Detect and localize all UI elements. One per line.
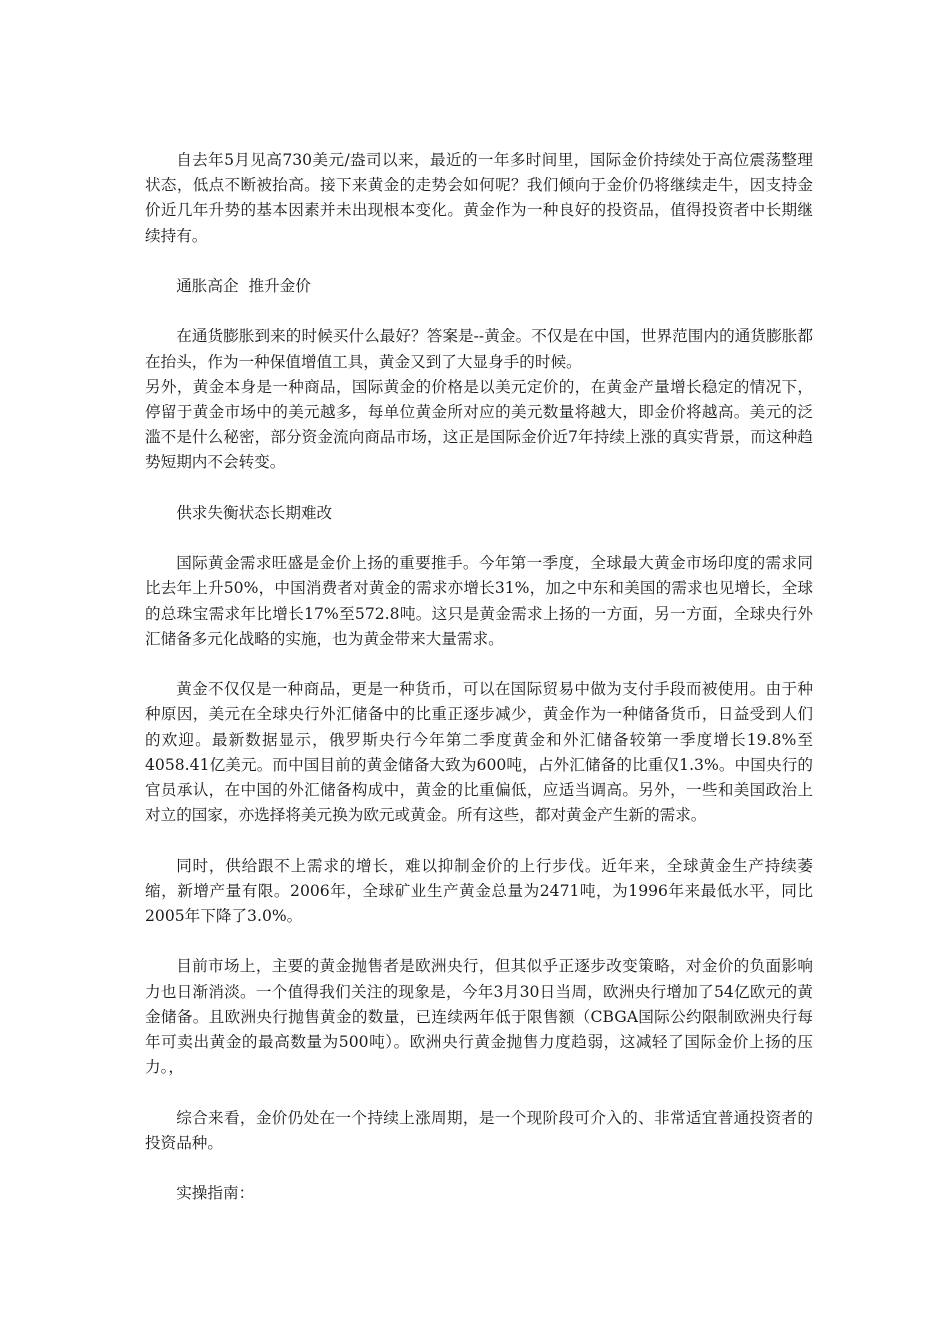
paragraph-demand: 国际黄金需求旺盛是金价上扬的重要推手。今年第一季度，全球最大黄金市场印度的需求同比去年上升50%，中国消费者对黄金的需求亦增长31%，加之中东和美国的需求也见增长，全球的总珠宝需求年比增长17%至572.8吨。这只是黄金需求上扬的一方面，另一方面，全球央行外汇储备多元化战略的实施，也为黄金带来大量需求。 <box>145 554 813 648</box>
paragraph-ecb: 目前市场上，主要的黄金抛售者是欧洲央行，但其似乎正逐步改变策略，对金价的负面影响力也日渐消淡。一个值得我们关注的现象是，今年3月30日当周，欧洲央行增加了54亿欧元的黄金储备。且欧洲央行抛售黄金的数量，已连续两年低于限售额（CBGA国际公约限制欧洲央行每年可卖出黄金的最高数量为500吨）。欧洲央行黄金抛售力度趋弱，这减轻了国际金价上扬的压力。， <box>145 957 813 1077</box>
section-heading-guide: 实操指南： <box>176 1184 255 1203</box>
document-body <box>145 148 813 1206</box>
paragraph-supply: 同时，供给跟不上需求的增长，难以抑制金价的上行步伐。近年来，全球黄金生产持续萎缩，新增产量有限。2006年，全球矿业生产黄金总量为2471吨，为1996年来最低水平，同比2005年下降了3.0%。 <box>145 856 813 925</box>
paragraph-currency: 黄金不仅仅是一种商品，更是一种货币，可以在国际贸易中做为支付手段而被使用。由于种种原因，美元在全球央行外汇储备中的比重正逐步减少，黄金作为一种储备货币，日益受到人们的欢迎。最新数据显示，俄罗斯央行今年第二季度黄金和外汇储备较第一季度增长19.8%至4058.41亿美元。而中国目前的黄金储备大致为600吨，占外汇储备的比重仅1.3%。中国央行的官员承认，在中国的外汇储备构成中，黄金的比重偏低，应适当调高。另外，一些和美国政治上对立的国家，亦选择将美元换为欧元或黄金。所有这些，都对黄金产生新的需求。 <box>145 680 813 825</box>
paragraph-gap <box>145 299 813 324</box>
paragraph-gap <box>145 476 813 501</box>
section-heading-inflation: 通胀高企 推升金价 <box>176 277 311 295</box>
paragraph-gap <box>145 249 813 274</box>
paragraph-gap <box>145 1080 813 1105</box>
paragraph-gap <box>145 652 813 677</box>
paragraph-gap <box>145 1156 813 1181</box>
paragraph-inflation: 在通货膨胀到来的时候买什么最好？答案是--黄金。不仅是在中国，世界范围内的通货膨胀都在抬头，作为一种保值增值工具，黄金又到了大显身手的时候。 <box>145 327 813 371</box>
paragraph-intro: 自去年5月见高730美元/盎司以来，最近的一年多时间里，国际金价持续处于高位震荡整理状态，低点不断被抬高。接下来黄金的走势会如何呢？我们倾向于金价仍将继续走牛，因支持金价近几年升势的基本因素并未出现根本变化。黄金作为一种良好的投资品，值得投资者中长期继续持有。 <box>145 151 813 245</box>
paragraph-conclusion: 综合来看，金价仍处在一个持续上涨周期，是一个现阶段可介入的、非常适宜普通投资者的投资品种。 <box>145 1108 813 1152</box>
paragraph-gap <box>145 526 813 551</box>
section-heading-supply-demand: 供求失衡状态长期难改 <box>176 503 333 522</box>
paragraph-dollar: 另外，黄金本身是一种商品，国际黄金的价格是以美元定价的，在黄金产量增长稳定的情况下，停留于黄金市场中的美元越多，每单位黄金所对应的美元数量将越大，即金价将越高。美元的泛滥不是什么秘密，部分资金流向商品市场，这正是国际金价近7年持续上涨的真实背景，而这种趋势短期内不会转变。 <box>145 377 813 472</box>
paragraph-gap <box>145 828 813 853</box>
paragraph-gap <box>145 929 813 954</box>
